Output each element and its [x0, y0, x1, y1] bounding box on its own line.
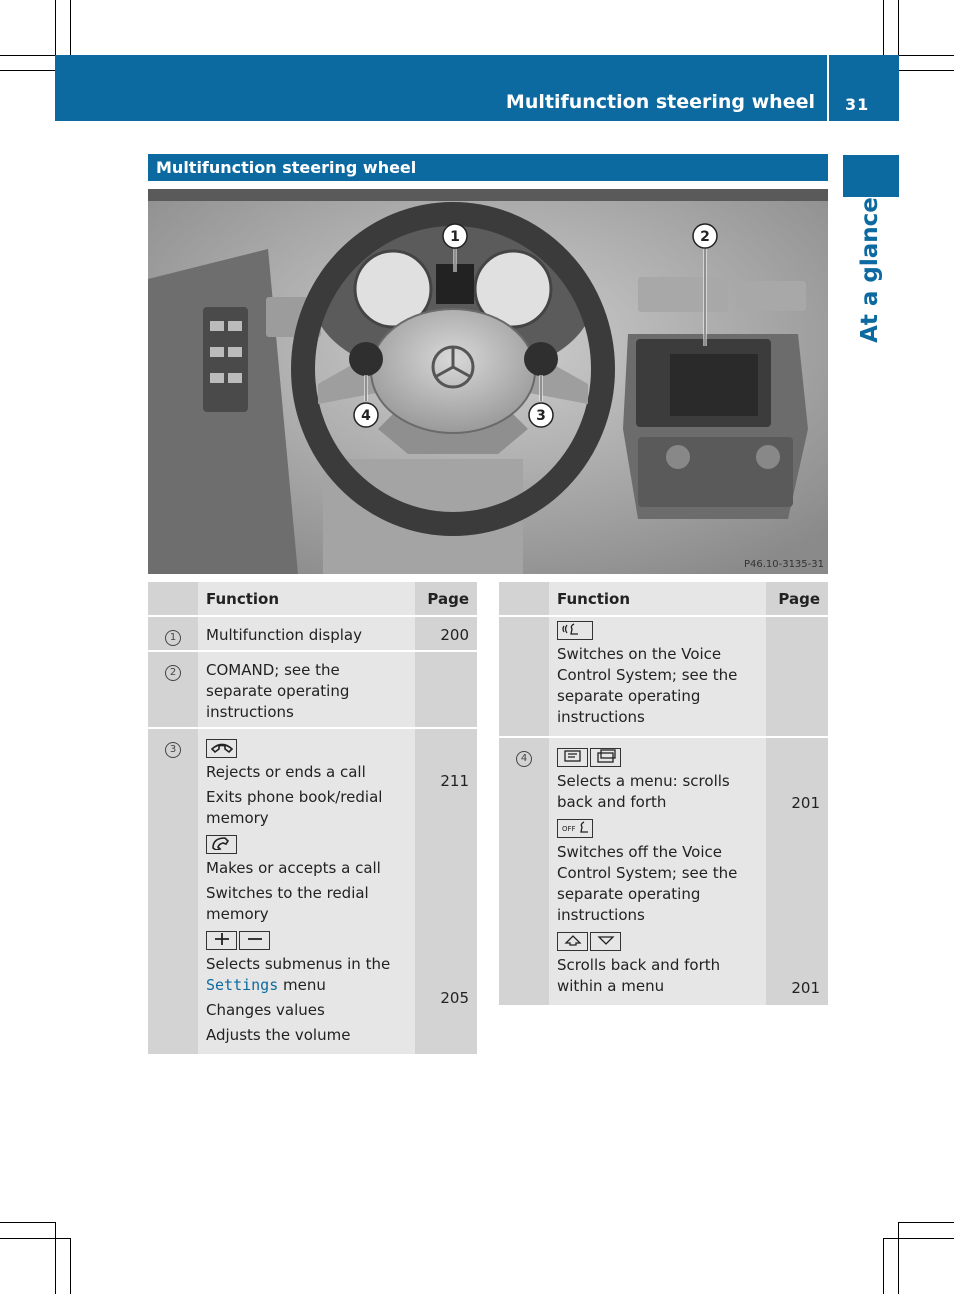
crop-mark [899, 55, 954, 56]
header-function: Function [198, 582, 415, 616]
header-num [499, 582, 549, 616]
call-line-2: Switches to the redial memory [206, 884, 369, 923]
page-ref: 201 [791, 794, 820, 812]
callout-4 [354, 403, 378, 427]
adjusts-volume-line: Adjusts the volume [206, 1026, 351, 1044]
voice-control-on-icon [557, 621, 593, 640]
submenu-line: Selects submenus in the Settings menu [206, 955, 391, 994]
header-page: Page [415, 582, 477, 616]
page-ref: 201 [791, 979, 820, 997]
crop-mark [883, 1238, 884, 1294]
svg-text:4: 4 [361, 408, 371, 424]
page-number: 31 [845, 95, 870, 114]
minus-icon [239, 931, 270, 950]
crop-mark [0, 1238, 70, 1239]
settings-menu-name: Settings [206, 976, 279, 994]
item-number: 2 [165, 665, 181, 681]
side-tab-label: At a glance [857, 197, 883, 343]
page-ref: 200 [415, 616, 477, 651]
voice-on-text: Switches on the Voice Control System; see the separate operating instructions [557, 645, 738, 726]
menu-back-icon [557, 748, 588, 767]
callout-2 [693, 224, 717, 248]
header-num [148, 582, 198, 616]
page-ref: 205 [440, 989, 469, 1007]
function-table-right [499, 582, 828, 1005]
hangup-line-2: Exits phone book/redial memory [206, 788, 383, 827]
crop-mark [0, 1222, 55, 1223]
crop-mark [883, 0, 884, 55]
callout-3 [529, 403, 553, 427]
crop-mark [898, 1222, 899, 1294]
crop-mark [55, 1222, 56, 1294]
menu-select-text: Selects a menu: scrolls back and forth [557, 772, 730, 811]
plus-icon [206, 931, 237, 950]
steering-wheel-photo [148, 189, 828, 574]
item-number: 3 [165, 742, 181, 758]
changes-values-line: Changes values [206, 1001, 325, 1019]
header-title: Multifunction steering wheel [505, 91, 815, 113]
svg-text:2: 2 [700, 229, 710, 245]
crop-mark [0, 70, 55, 71]
crop-mark [899, 70, 954, 71]
header-page: Page [766, 582, 828, 616]
hangup-line-1: Rejects or ends a call [206, 763, 366, 781]
crop-mark [899, 1222, 954, 1223]
photo-code: P46.10-3135-31 [743, 559, 824, 570]
header-separator [827, 55, 829, 121]
header-function: Function [549, 582, 766, 616]
voice-off-text: Switches off the Voice Control System; see the separate operating instructions [557, 843, 738, 924]
scroll-down-icon [590, 932, 621, 951]
scroll-text: Scrolls back and forth within a menu [557, 956, 721, 995]
page-header [55, 55, 899, 121]
side-tab [843, 155, 899, 197]
item-number: 1 [165, 630, 181, 646]
page-ref [415, 651, 477, 728]
crop-mark [883, 1238, 954, 1239]
table-row [148, 651, 477, 728]
crop-mark [898, 0, 899, 55]
crop-mark [55, 0, 56, 55]
accept-call-icon [206, 835, 237, 854]
voice-control-off-icon: OFF [557, 819, 593, 838]
hang-up-icon [206, 739, 237, 758]
item-number: 4 [516, 751, 532, 767]
table-header [148, 582, 477, 616]
table-header [499, 582, 828, 616]
svg-text:1: 1 [450, 229, 460, 245]
crop-mark [0, 55, 55, 56]
function-table-left [148, 582, 477, 1054]
function-text: COMAND; see the separate operating instructions [198, 651, 415, 728]
menu-forward-icon [590, 748, 621, 767]
scroll-up-icon [557, 932, 588, 951]
section-title: Multifunction steering wheel [148, 154, 828, 181]
steering-wheel-illustration [148, 189, 828, 574]
function-text: Multifunction display [198, 616, 415, 651]
crop-mark [70, 0, 71, 55]
callout-1 [443, 224, 467, 248]
table-row [148, 728, 477, 1054]
table-row [499, 737, 828, 1005]
svg-text:3: 3 [536, 408, 546, 424]
call-line-1: Makes or accepts a call [206, 859, 381, 877]
crop-mark [70, 1238, 71, 1294]
table-row [499, 616, 828, 737]
page-ref: 211 [440, 772, 469, 790]
table-row [148, 616, 477, 651]
